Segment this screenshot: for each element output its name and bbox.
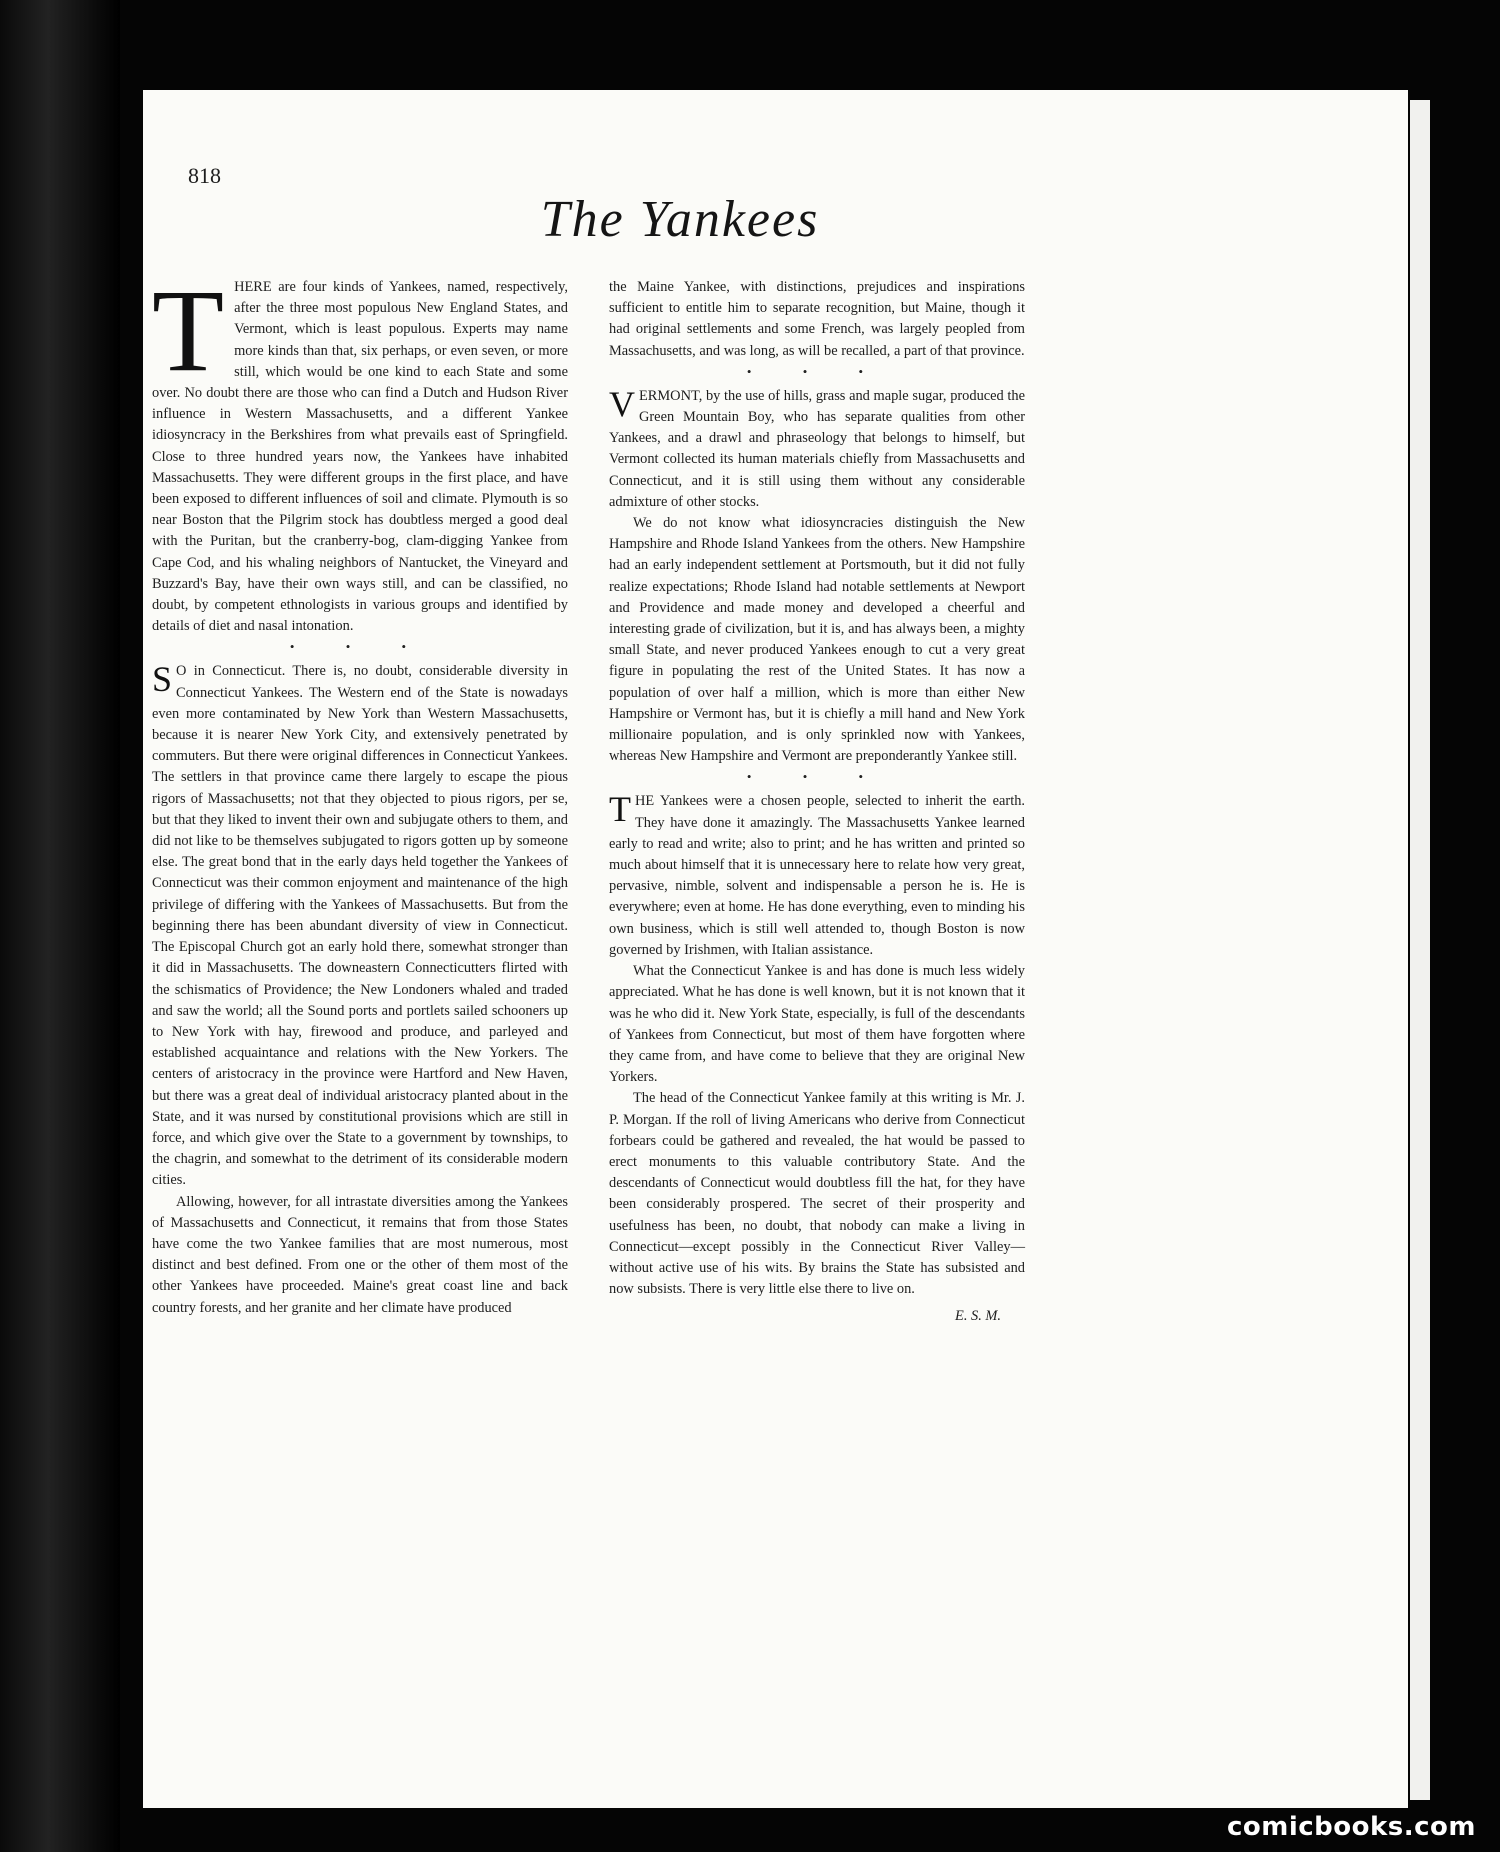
- paragraph: The head of the Connecticut Yankee family at this writing is Mr. J. P. Morgan. If the roll of living Americans who derive from Connecticut forbears could be gathered and revealed, the hat would be passed to erect monuments to this valuable contributory State. And the descendants of Connecticut would doubtless fill the hat, for they have been considerably prospered. The secret of their prosperity and usefulness has been, no doubt, that nobody can make a living in Connecticut—except possibly in the Connecticut River Valley—without active use of his wits. By brains the State has subsisted and now subsists. There is very little else there to live on.: [609, 1090, 1025, 1298]
- paragraph: [609, 383, 1025, 513]
- right-column: [609, 277, 1025, 1328]
- author-signature: E. S. M.: [955, 1308, 1001, 1325]
- paragraph: We do not know what idiosyncracies distinguish the New Hampshire and Rhode Island Yankees from the others. New Hampshire had an early independent settlement at Portsmouth, but it did not fully realize expectations; Rhode Island had notable settlements at Newport and Providence and made money and developed a cheerful and interesting grade of civilization, but it is, and has always been, a mighty small State, and never produced Yankees enough to cut a very great figure in populating the rest of the United States. It has now a population of over half a million, which is more than either New Hampshire or Vermont has, but it is chiefly a mill hand and New York millionaire population, and is only sprinkled now with Yankees, whereas New Hampshire and Vermont are preponderantly Yankee still.: [609, 515, 1025, 765]
- drop-cap: T: [152, 265, 225, 396]
- article-title: The Yankees: [540, 191, 820, 248]
- paragraph: [609, 791, 1025, 961]
- paragraph: [152, 661, 568, 1191]
- drop-cap: V: [609, 383, 635, 424]
- drop-cap: S: [152, 659, 173, 700]
- paragraph-text: HERE are four kinds of Yankees, named, respectively, after the three most populous New England States, and Vermont, which is least populous. Experts may name more kinds than that, six perhaps, or even seven, or more still, which would be one kind to each State and some over. No doubt there are those who can find a Dutch and Hudson River influence in Western Massachusetts, and a different Yankee idiosyncracy in the Berkshires from what prevails east of Springfield. Close to three hundred years now, the Yankees have inhabited Massachusetts. They were different groups in the first place, and have been exposed to different influences of soil and climate. Plymouth is so near Boston that the Pilgrim stock has doubtless merged a good deal with the Puritan, but the cranberry-bog, clam-digging Yankee from Cape Cod, and his whaling neighbors of Nantucket, the Vineyard and Buzzard's Bay, have their own ways still, and can be classified, no doubt, by competent ethnologists in various groups and identified by details of diet and nasal intonation.: [152, 279, 568, 635]
- paragraph: the Maine Yankee, with distinctions, prejudices and inspirations sufficient to entitle him to separate recognition, but Maine, though it had original settlements and some French, was largely peopled from Massachusetts, and was long, as will be recalled, a part of that province.: [609, 279, 1025, 359]
- page-number: 818: [188, 163, 221, 188]
- drop-cap: T: [609, 789, 631, 830]
- paragraph-text: ERMONT, by the use of hills, grass and maple sugar, produced the Green Mountain Boy, who has separate qualities from other Yankees, and a drawl and phraseology that belongs to himself, but Vermont collected its human materials chiefly from Massachusetts and Connecticut, and it is still using them without any considerable admixture of other stocks.: [609, 387, 1025, 510]
- scan-border-left: [0, 0, 120, 1852]
- paragraph: Allowing, however, for all intrastate diversities among the Yankees of Massachusetts and Connecticut, it remains that from those States have come the two Yankee families that are most numerous, most distinct and best defined. From one or the other of them most of the other Yankees have proceeded. Maine's great coast line and back country forests, and her granite and her climate have produced: [152, 1193, 568, 1316]
- section-separator: • • •: [746, 363, 888, 379]
- left-column: [152, 265, 568, 1319]
- next-page-edge: [1410, 100, 1430, 1800]
- paragraph-text: HE Yankees were a chosen people, selected to inherit the earth. They have done it amazingly. The Massachusetts Yankee learned early to read and write; also to print; and he has written and printed so much about himself that it is unnecessary here to relate how very great, pervasive, nimble, solvent and indispensable a person he is. He is everywhere; even at home. He has done everything, even to minding his own business, which is still well attended to, though Boston is now governed by Irishmen, with Italian assistance.: [609, 793, 1026, 958]
- section-separator: • • •: [289, 639, 431, 655]
- paragraph: What the Connecticut Yankee is and has done is much less widely appreciated. What he has done is well known, but it is not known that it was he who did it. New York State, especially, is full of the descendants of Yankees from Connecticut, but most of them have forgotten where they came from, and have come to believe that they are original New Yorkers.: [609, 963, 1025, 1086]
- paragraph-text: O in Connecticut. There is, no doubt, considerable diversity in Connecticut Yankees. The Western end of the State is nowadays even more contaminated by New York than Western Massachusetts, because it is nearer New York City, and extensively penetrated by commuters. But there were original differences in Connecticut Yankees. The settlers in that province came there largely to escape the pious rigors of Massachusetts; not that they objected to pious rigors, per se, but that they liked to invent their own and subjugate others to them, and did not like to be themselves subjugated to rigors gotten up by someone else. The great bond that in the early days held together the Yankees of Connecticut was their common enjoyment and maintenance of the high privilege of differing with the Yankees of Massachusetts. But from the beginning there has been abundant diversity of view in Connecticut. The Episcopal Church got an early hold there, somewhat stronger than it did in Massachusetts. The downeastern Connecticutters flirted with the schismatics of Providence; the New Londoners whaled and traded and saw the world; all the Sound ports and portlets sailed schooners up to New York with hay, firewood and produce, and parleyed and established acquaintance and relations with the New Yorkers. The centers of aristocracy in the province were Hartford and New Haven, but there was a great deal of individual aristocracy planted about in the State, and it was nursed by constitutional provisions which are still in force, and which give over the State to a government by townships, to the chagrin, and somewhat to the detriment of its considerable modern cities.: [152, 663, 568, 1189]
- watermark: comicbooks.com: [1226, 1812, 1476, 1842]
- paragraph: [152, 265, 568, 637]
- section-separator: • • •: [746, 769, 888, 785]
